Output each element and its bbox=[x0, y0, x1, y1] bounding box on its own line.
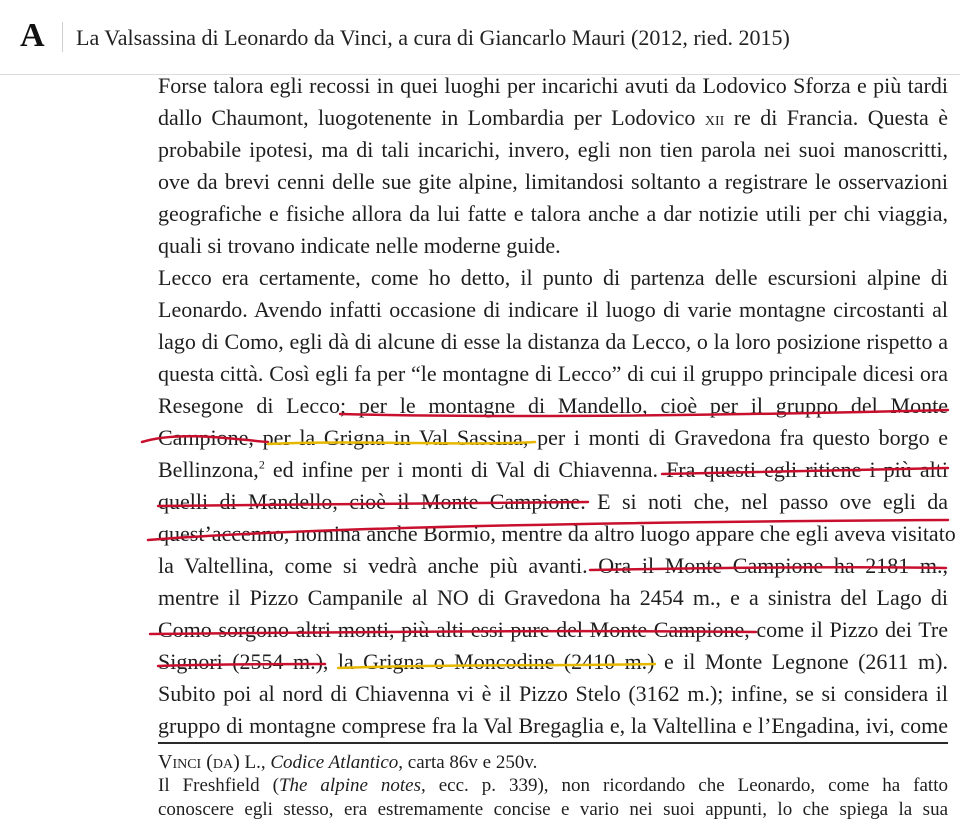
body-line: probabile ipotesi, ma di tali incarichi, invero, egli non tien parola nei suoi manoscritti, bbox=[158, 137, 948, 162]
site-logo[interactable]: A bbox=[20, 17, 45, 54]
body-line: Subito poi al nord di Chiavenna vi è il Pizzo Stelo (3162 m.); infine, se si considera il bbox=[158, 681, 948, 706]
body-line: Signori (2554 m.), la Grigna o Moncodine (2410 m.) e il Monte Legnone (2611 m). bbox=[158, 649, 948, 674]
body-line: dallo Chaumont, luogotenente in Lombardia per Lodovico xii re di Francia. Questa è bbox=[158, 105, 948, 130]
body-line: quest’accenno, nomina anche Bormio, mentre da altro luogo appare che egli aveva visitato bbox=[158, 521, 956, 546]
header-bar bbox=[0, 0, 960, 75]
body-line: geografiche e fisiche allora da lui fatte e talora anche a dar notizie utili per chi viaggia, bbox=[158, 201, 948, 226]
footnote-ref: 2 bbox=[258, 457, 265, 472]
body-line: quali si trovano indicate nelle moderne guide. bbox=[158, 233, 561, 258]
body-line: Como sorgono altri monti, più alti essi pure del Monte Campione, come il Pizzo dei Tre bbox=[158, 617, 948, 642]
body-line: Leonardo. Avendo infatti occasione di indicare il luogo di varie montagne circostanti al bbox=[158, 297, 948, 322]
body-line: Lecco era certamente, come ho detto, il punto di partenza delle escursioni alpine di bbox=[158, 265, 948, 290]
body-line: ove da brevi cenni delle sue gite alpine, limitandosi soltanto a registrare le osservazioni bbox=[158, 169, 948, 194]
footnote-2: Il Freshfield (The alpine notes, ecc. p. 339), non ricordando che Leonardo, come ha fatto bbox=[158, 775, 948, 796]
body-line: Forse talora egli recossi in quei luoghi per incarichi avuti da Lodovico Sforza e più tardi bbox=[158, 73, 948, 98]
body-line: la Valtellina, come si vedrà anche più avanti. Ora il Monte Campione ha 2181 m., bbox=[158, 553, 948, 578]
footnote-separator bbox=[158, 742, 948, 744]
body-line: quelli di Mandello, cioè il Monte Campione. E si noti che, nel passo ove egli da bbox=[158, 489, 948, 514]
footnote-1: Vinci (da) L., Codice Atlantico, carta 86v e 250v. bbox=[158, 751, 538, 773]
body-line: Bellinzona,$^2$ ed infine per i monti di Val di Chiavenna. Fra questi egli ritiene i più alti bbox=[158, 457, 948, 482]
header-divider bbox=[62, 22, 63, 52]
body-line: Campione, per la Grigna in Val Sassina, per i monti di Gravedona fra questo borgo e bbox=[158, 425, 948, 450]
body-line: questa città. Così egli fa per “le montagne di Lecco” di cui il gruppo principale dicesi ora bbox=[158, 361, 948, 386]
page-title: La Valsassina di Leonardo da Vinci, a cura di Giancarlo Mauri (2012, ried. 2015) bbox=[76, 25, 790, 50]
body-line: lago di Como, egli dà di alcune di esse la distanza da Lecco, o la loro posizione rispetto a bbox=[158, 329, 948, 354]
footnote-2-line: conoscere egli stesso, era estremamente concise e vario nei suoi appunti, lo che spiega la sua bbox=[158, 799, 948, 820]
body-line: mentre il Pizzo Campanile al NO di Gravedona ha 2454 m., e a sinistra del Lago di bbox=[158, 585, 948, 610]
body-line: gruppo di montagne comprese fra la Val Bregaglia e, la Valtellina e l’Engadina, ivi, come bbox=[158, 713, 948, 738]
body-line: Resegone di Lecco; per le montagne di Mandello, cioè per il gruppo del Monte bbox=[158, 393, 948, 418]
